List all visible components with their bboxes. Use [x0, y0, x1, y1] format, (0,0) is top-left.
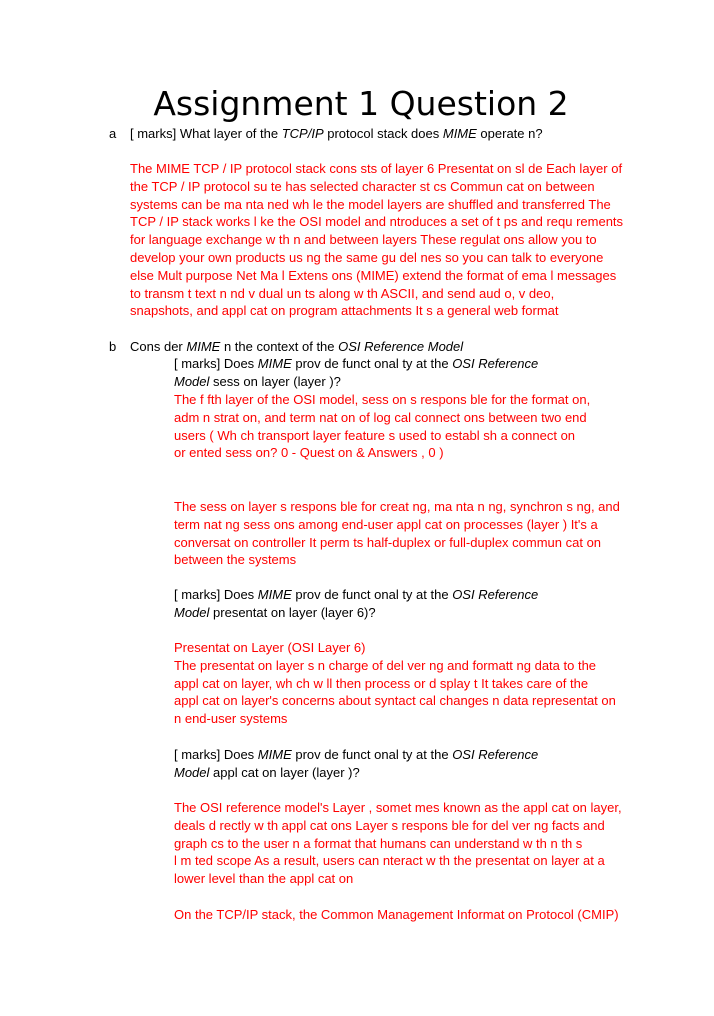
subquestion-1-term-mime: MIME — [257, 356, 292, 371]
subquestion-1-part: sess on layer (layer )? — [209, 374, 341, 389]
subquestion-2-part: [ marks] Does — [174, 587, 258, 602]
subquestion-1-term-osi: OSI Reference — [452, 356, 539, 371]
question-a-part: [ marks] What layer of the — [130, 126, 282, 141]
subquestion-3-answer-2: On the TCP/IP stack, the Common Management Informat on Protocol (CMIP) — [174, 907, 619, 922]
question-b-text — [130, 338, 463, 356]
question-b-term-mime: MIME — [186, 339, 221, 354]
subquestion-3-term-mime: MIME — [257, 747, 292, 762]
question-b-term-osi: OSI Reference Model — [338, 339, 464, 354]
subquestion-2-line-2 — [174, 604, 376, 622]
subquestion-2-term-osi: OSI Reference — [452, 587, 539, 602]
subquestion-1-line-2 — [174, 373, 341, 391]
subquestion-1-line-1 — [174, 355, 538, 373]
subquestion-1-part: [ marks] Does — [174, 356, 258, 371]
question-a-label: a — [109, 126, 117, 141]
question-a-part: protocol stack does — [323, 126, 443, 141]
question-b-label: b — [109, 339, 117, 354]
subquestion-3-answer-1: The OSI reference model's Layer , somet mes known as the appl cat on layer, deals d rectly w th appl cat ons Layer s respons ble for del ver ng facts and graph cs to the user n a format that humans can understand w th n th s l m ted scope As a result, users can nteract w th the presentat on layer at a lower level than the appl cat on — [174, 800, 622, 887]
subquestion-3-part: appl cat on layer (layer )? — [209, 765, 360, 780]
question-a-part: operate n? — [476, 126, 543, 141]
subquestion-3-term-osi: OSI Reference — [452, 747, 539, 762]
subquestion-3-part: prov de funct onal ty at the — [291, 747, 453, 762]
question-b-part: n the context of the — [220, 339, 339, 354]
subquestion-1-answer-2: The sess on layer s respons ble for creat ng, ma nta n ng, synchron s ng, and term nat ng sess ons among end-user appl cat on processes (layer ) It's a conversat on controller It perm ts half-duplex or full-duplex commun cat on between the systems — [174, 499, 620, 568]
subquestion-3-part: [ marks] Does — [174, 747, 258, 762]
page-title: Assignment 1 Question 2 — [153, 84, 569, 123]
subquestion-3-term-model: Model — [174, 765, 210, 780]
question-a-answer: The MIME TCP / IP protocol stack cons sts of layer 6 Presentat on sl de Each layer of the TCP / IP protocol su te has selected character st cs Commun cat on between systems can be ma nta ned wh le the model layers are shuffled and transferred The TCP / IP stack works l ke the OSI model and ntroduces a set of t ps and requ rements for language exchange w th n and between layers These regulat ons allow you to develop your own products us ng the same gu del nes so you can talk to everyone else Mult purpose Net Ma l Extens ons (MIME) extend the format of ema l messages to transm t text n nd v dual un ts along w th ASCII, and send aud o, v deo, snapshots, and appl cat on program attachments It s a general web format — [130, 161, 624, 319]
question-a-term-tcpip: TCP/IP — [281, 126, 324, 141]
subquestion-1-term-model: Model — [174, 374, 210, 389]
subquestion-1-answer-1: The f fth layer of the OSI model, sess on s respons ble for the format on, adm n strat on, and term nat on of log cal connect ons between two end users ( Wh ch transport layer feature s used to establ sh a connect on or ented sess on? 0 - Quest on & Answers , 0 ) — [174, 392, 591, 461]
subquestion-2-line-1 — [174, 586, 538, 604]
subquestion-1-part: prov de funct onal ty at the — [291, 356, 453, 371]
question-a-term-mime: MIME — [442, 126, 477, 141]
subquestion-3-line-2 — [174, 764, 360, 782]
subquestion-2-answer: Presentat on Layer (OSI Layer 6) The presentat on layer s n charge of del ver ng and formatt ng data to the appl cat on layer, wh ch w ll then process or d splay t It takes care of the appl cat on layer's concerns about syntact cal changes n data representat on n end-user systems — [174, 640, 616, 727]
question-a-text — [130, 125, 543, 143]
subquestion-2-part: prov de funct onal ty at the — [291, 587, 453, 602]
subquestion-2-part: presentat on layer (layer 6)? — [209, 605, 376, 620]
question-b-part: Cons der — [130, 339, 187, 354]
subquestion-2-term-model: Model — [174, 605, 210, 620]
subquestion-3-line-1 — [174, 746, 538, 764]
subquestion-2-term-mime: MIME — [257, 587, 292, 602]
